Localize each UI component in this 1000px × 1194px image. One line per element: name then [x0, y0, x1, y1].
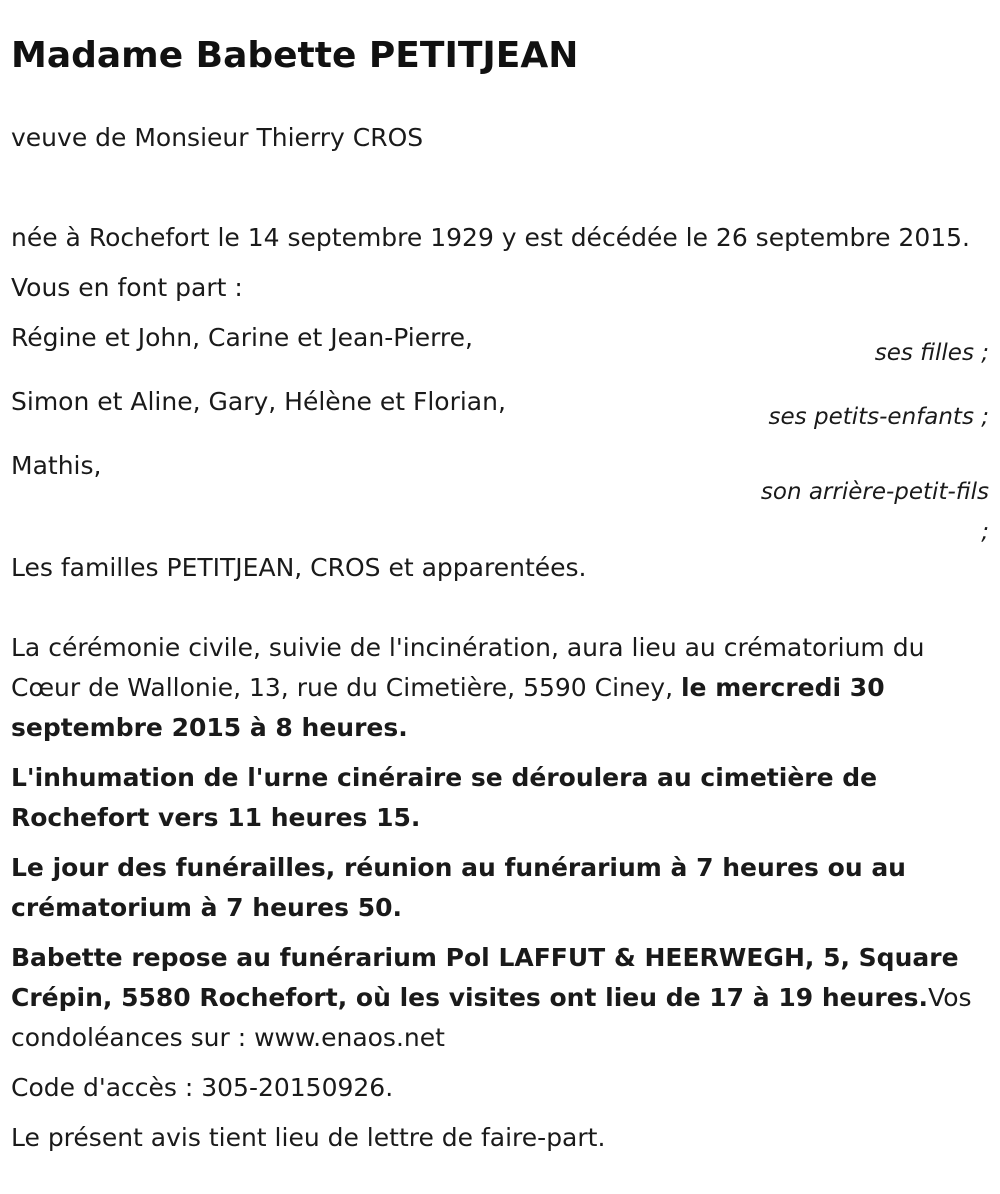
family-row-great-grandchild — [11, 446, 989, 545]
family-row-grandchildren — [11, 382, 989, 434]
funeral-day-paragraph: Le jour des funérailles, réunion au funérarium à 7 heures ou au crématorium à 7 heures 50. — [11, 853, 906, 922]
share-intro: Vous en font part : — [11, 273, 243, 302]
family-relation: ses filles ; — [874, 340, 989, 366]
family-names: Simon et Aline, Gary, Hélène et Florian, — [11, 387, 506, 416]
family-row-daughters — [11, 318, 989, 370]
widow-line: veuve de Monsieur Thierry CROS — [11, 123, 424, 152]
ceremony-date: le mercredi 30 septembre 2015 à 8 heures. — [11, 673, 885, 742]
family-names: Mathis, — [11, 451, 102, 480]
family-relation-line2: ; — [981, 519, 989, 545]
birth-death-line: née à Rochefort le 14 septembre 1929 y est décédée le 26 septembre 2015. — [11, 223, 970, 252]
closing-line: Le présent avis tient lieu de lettre de faire-part. — [11, 1123, 606, 1152]
inhumation-paragraph: L'inhumation de l'urne cinéraire se déroulera au cimetière de Rochefort vers 11 heures 15. — [11, 763, 878, 832]
notice-title: Madame Babette PETITJEAN — [11, 35, 579, 76]
family-names: Régine et John, Carine et Jean-Pierre, — [11, 323, 473, 352]
families-line: Les familles PETITJEAN, CROS et apparentées. — [11, 553, 587, 582]
family-relation — [729, 472, 989, 552]
condolences-text: Vos condoléances sur : www.enaos.net — [11, 983, 972, 1052]
repose-details: Babette repose au funérarium Pol LAFFUT & HEERWEGH, 5, Square Crépin, 5580 Rochefort, où les visites ont lieu de 17 à 19 heures. — [11, 943, 959, 1012]
access-code: Code d'accès : 305-20150926. — [11, 1073, 394, 1102]
ceremony-paragraph — [11, 628, 989, 748]
family-relation-line1: son arrière-petit-fils — [760, 479, 989, 505]
ceremony-location: La cérémonie civile, suivie de l'incinération, aura lieu au crématorium du Cœur de Wallonie, 13, rue du Cimetière, 5590 Ciney, — [11, 633, 925, 702]
family-relation: ses petits-enfants ; — [768, 404, 989, 430]
repose-paragraph — [11, 938, 989, 1058]
